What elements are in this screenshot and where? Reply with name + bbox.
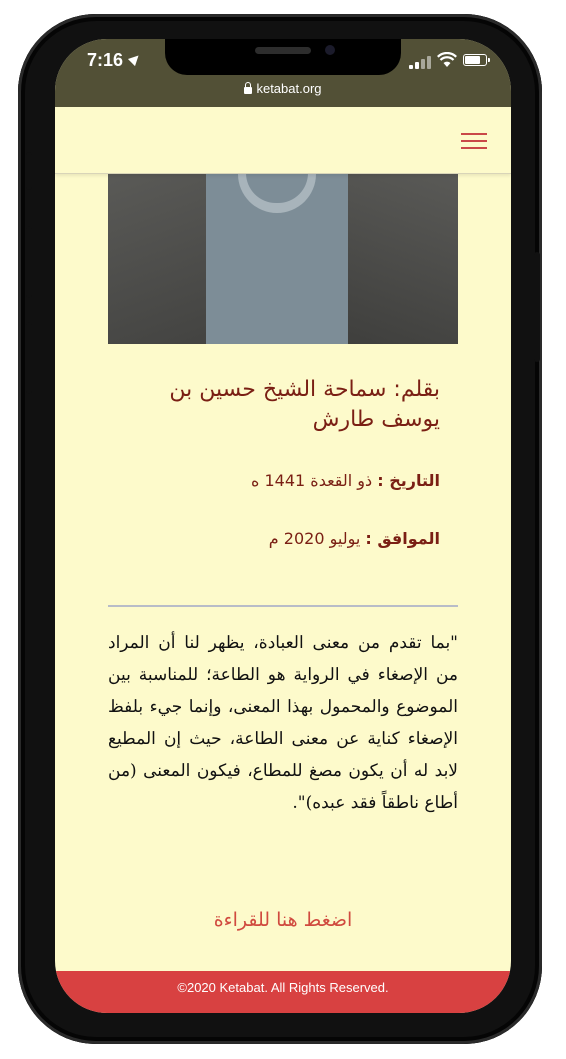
copyright-text: ©2020 Ketabat. All Rights Reserved.: [177, 980, 389, 995]
date-label: التاريخ :: [377, 471, 440, 490]
camera: [325, 45, 335, 55]
signal-icon: [409, 55, 431, 69]
volume-up-button: [26, 226, 32, 298]
lock-icon: [244, 87, 252, 94]
article-author: بقلم: سماحة الشيخ حسين بن يوسف طارش: [169, 377, 440, 432]
site-footer: [55, 971, 511, 1013]
equivalent-date-label: الموافق :: [365, 529, 440, 548]
hamburger-icon[interactable]: [461, 131, 487, 151]
battery-icon: [463, 54, 487, 66]
date-line: [108, 471, 440, 490]
screen: [55, 39, 511, 1013]
address-bar[interactable]: [55, 81, 511, 96]
equivalent-date-line: [108, 529, 440, 548]
power-button: [534, 252, 540, 362]
equivalent-date-value: يوليو 2020 م: [268, 529, 361, 548]
silent-switch: [26, 152, 32, 190]
status-bar: [55, 39, 511, 107]
wifi-icon: [437, 52, 457, 68]
article-excerpt: "بما تقدم من معنى العبادة، يظهر لنا أن المراد من الإصغاء في الرواية هو الطاعة؛ للمناسبة بين الموضوع والمحمول بهذا المعنى، وإنما جيء بلفظ الإصغاء كناية عن معنى الطاعة، حيث إن المطيع لابد له أن يكون مصغ للمطاع، فيكون المعنى (من أطاع ناطقاً فقد عبده)".: [108, 633, 458, 813]
volume-down-button: [26, 322, 32, 394]
site-header: [55, 107, 511, 174]
url-text: ketabat.org: [256, 81, 322, 96]
author-photo: [108, 173, 458, 344]
location-arrow-icon: [128, 52, 142, 66]
speaker: [255, 47, 311, 54]
read-more-link[interactable]: اضغط هنا للقراءة: [213, 909, 353, 931]
date-value: ذو القعدة 1441 ه: [251, 471, 373, 490]
notch: [165, 39, 401, 75]
divider: [108, 605, 458, 607]
status-time: 7:16: [87, 50, 124, 70]
